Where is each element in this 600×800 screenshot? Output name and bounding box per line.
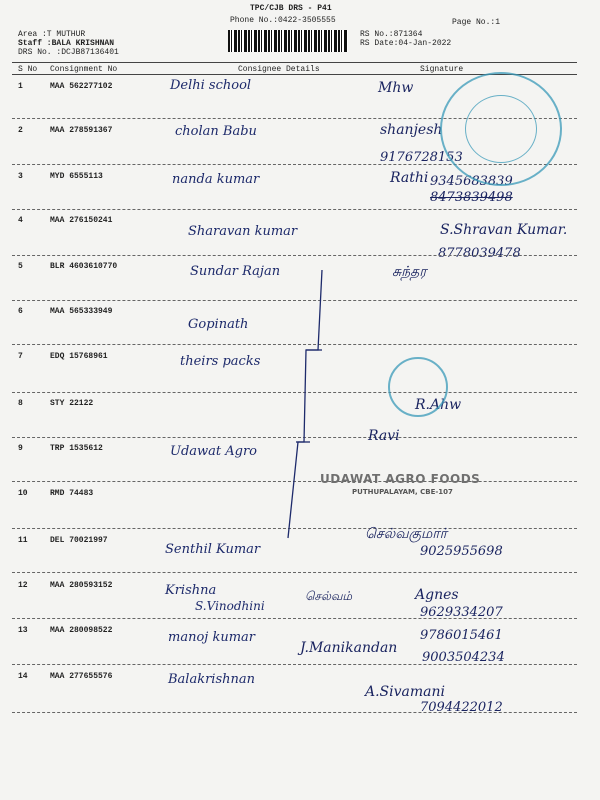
consignment-number: MAA 276150241 (50, 216, 113, 225)
rs-date: RS Date:04-Jan-2022 (360, 39, 452, 48)
signature-handwriting: shanjesh (380, 122, 443, 138)
store-seal-stamp (388, 357, 448, 417)
signature-tamil: செல்வம் (305, 589, 353, 603)
consignee-handwriting: theirs packs (180, 354, 261, 369)
drs-number: DRS No. :DCJB87136401 (18, 48, 119, 57)
consignee-handwriting: Gopinath (188, 317, 249, 332)
phone-handwriting: 9176728153 (380, 150, 463, 165)
consignee-handwriting: manoj kumar (168, 630, 255, 645)
row-sno: 8 (18, 399, 23, 408)
consignment-number: MAA 280593152 (50, 581, 113, 590)
phone-number: Phone No.:0422-3505555 (230, 16, 336, 25)
consignment-number: MAA 278591367 (50, 126, 113, 135)
row-divider (12, 712, 577, 713)
consignment-number: BLR 4603610770 (50, 262, 118, 271)
consignee-handwriting: Delhi school (170, 78, 252, 93)
consignment-number: MYD 6555113 (50, 172, 103, 181)
row-divider (12, 664, 577, 665)
signature-handwriting: A.Sivamani (365, 684, 446, 700)
consignment-number: MAA 562277102 (50, 82, 113, 91)
row-sno: 10 (18, 489, 28, 498)
consignee-handwriting: Udawat Agro (170, 444, 258, 459)
document-title: TPC/CJB DRS - P41 (250, 4, 332, 13)
udawat-stamp-line1: UDAWAT AGRO FOODS (320, 472, 481, 486)
consignment-number: MAA 277655576 (50, 672, 113, 681)
row-sno: 1 (18, 82, 23, 91)
signature-handwriting: Ravi (368, 428, 400, 444)
row-sno: 4 (18, 216, 23, 225)
consignment-number: TRP 1535612 (50, 444, 103, 453)
signature-handwriting: R.Ahw (415, 397, 462, 413)
consignment-number: EDQ 15768961 (50, 352, 108, 361)
signature-handwriting: S.Shravan Kumar. (440, 222, 568, 238)
signature-handwriting: சுந்தர (392, 264, 427, 280)
row-sno: 2 (18, 126, 23, 135)
consignment-number: STY 22122 (50, 399, 94, 408)
column-sno: S No (18, 65, 38, 74)
phone-handwriting: 9786015461 (420, 628, 503, 643)
row-sno: 6 (18, 307, 23, 316)
column-consignment: Consignment No (50, 65, 118, 74)
phone-handwriting: 9629334207 (420, 605, 503, 620)
phone-handwriting: 7094422012 (420, 700, 503, 715)
udawat-stamp-line2: PUTHUPALAYAM, CBE-107 (352, 488, 453, 496)
row-sno: 11 (18, 536, 28, 545)
row-divider (12, 255, 577, 256)
consignment-number: MAA 280098522 (50, 626, 113, 635)
consignee-handwriting: cholan Babu (175, 124, 257, 139)
phone-handwriting-2: 9003504234 (422, 650, 505, 665)
row-divider (12, 572, 577, 573)
signature-handwriting: செல்வகுமார் (365, 526, 447, 542)
consignee-handwriting: Krishna (165, 583, 217, 598)
area-label: Area :T MUTHUR (18, 30, 86, 39)
signature-handwriting: Agnes (415, 587, 459, 603)
consignee-handwriting-2: S.Vinodhini (195, 599, 265, 613)
barcode (228, 30, 348, 52)
consignment-number: DEL 70021997 (50, 536, 108, 545)
phone-handwriting: 9345683839 (430, 174, 513, 189)
consignee-handwriting: Sundar Rajan (190, 264, 281, 279)
phone-handwriting: 8778039478 (438, 246, 521, 261)
consignment-number: RMD 74483 (50, 489, 94, 498)
consignment-number: MAA 565333949 (50, 307, 113, 316)
phone-handwriting: 9025955698 (420, 544, 503, 559)
consignee-handwriting: Balakrishnan (168, 672, 256, 687)
row-sno: 9 (18, 444, 23, 453)
signature-handwriting: Rathi (390, 170, 429, 186)
column-signature: Signature (420, 65, 464, 74)
bracket-lines (270, 270, 340, 560)
consignee-handwriting: Senthil Kumar (165, 542, 261, 557)
row-divider (12, 618, 577, 619)
staff-label: Staff :BALA KRISHNAN (18, 39, 115, 48)
consignee-handwriting: Sharavan kumar (188, 224, 298, 239)
row-divider (12, 209, 577, 210)
consignee-handwriting: nanda kumar (172, 172, 260, 187)
column-consignee: Consignee Details (238, 65, 320, 74)
row-sno: 12 (18, 581, 28, 590)
row-sno: 7 (18, 352, 23, 361)
header-rule (12, 62, 577, 63)
row-sno: 3 (18, 172, 23, 181)
phone-handwriting-2: 8473839498 (430, 190, 513, 205)
row-sno: 14 (18, 672, 28, 681)
row-sno: 13 (18, 626, 28, 635)
signature-handwriting: Mhw (378, 80, 414, 96)
college-seal-inner (465, 95, 537, 163)
row-sno: 5 (18, 262, 23, 271)
rs-number: RS No.:871364 (360, 30, 423, 39)
page-number: Page No.:1 (452, 18, 501, 27)
signature-handwriting: J.Manikandan (300, 640, 398, 656)
